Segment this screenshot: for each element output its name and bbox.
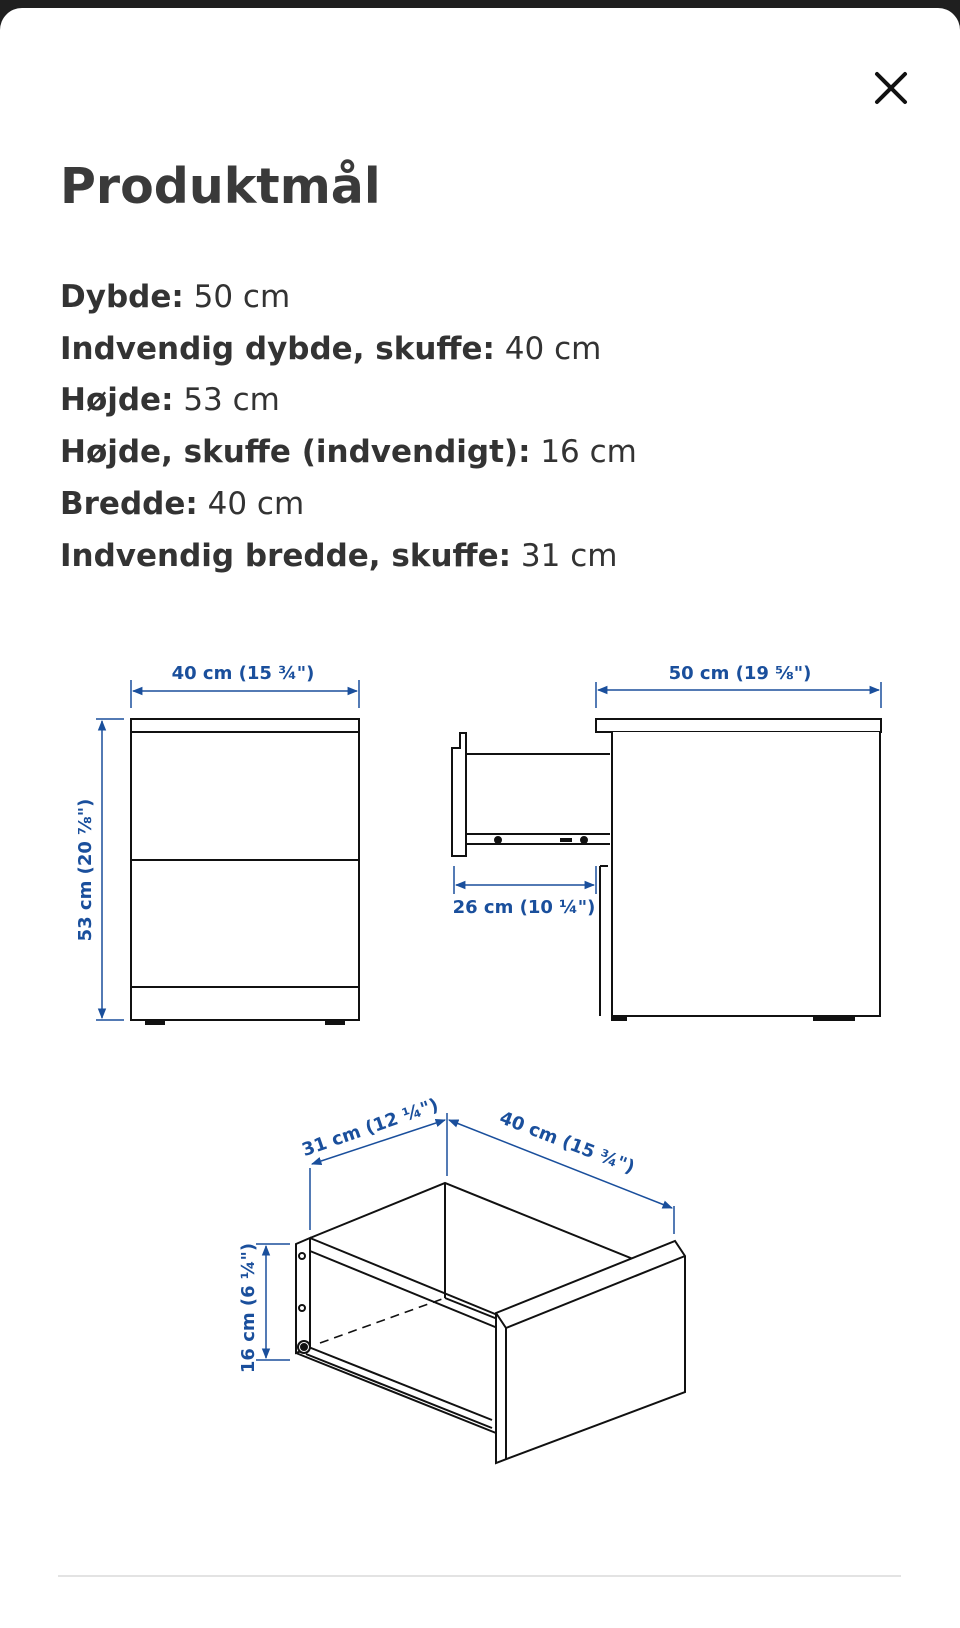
- side-depth-dimension: [596, 682, 881, 708]
- spec-drawer-inner-height: [60, 427, 637, 479]
- drawer-depth-label: 40 cm (15 ¾"): [496, 1107, 638, 1179]
- spec-value: 53 cm: [173, 382, 280, 419]
- spec-height: [60, 375, 637, 427]
- page-title: Produktmål: [60, 158, 381, 215]
- front-view: [131, 719, 359, 1024]
- spec-value: 40 cm: [197, 485, 305, 522]
- spec-value: 50 cm: [183, 279, 291, 315]
- spec-label: Højde, skuffe (indvendigt):: [60, 434, 531, 471]
- spec-label: Indvendig dybde, skuffe:: [60, 330, 495, 367]
- spec-label: Højde:: [60, 382, 174, 419]
- divider: [58, 1575, 901, 1577]
- drawer-extension-label: 26 cm (10 ¼"): [452, 897, 596, 918]
- close-icon: [874, 71, 908, 105]
- side-view: [596, 719, 881, 1020]
- spec-label: Bredde:: [60, 485, 198, 522]
- dimension-list: [60, 272, 637, 582]
- spec-drawer-inner-width: [60, 531, 637, 583]
- side-depth-label: 50 cm (19 ⅝"): [668, 663, 812, 684]
- spec-drawer-inner-depth: [60, 324, 637, 376]
- spec-label: Dybde:: [60, 279, 184, 315]
- spec-depth: [60, 272, 637, 324]
- close-button[interactable]: [861, 58, 921, 118]
- front-height-dimension: [96, 719, 124, 1020]
- spec-value: 16 cm: [530, 434, 637, 471]
- drawer-width-label: 31 cm (12 ¼"): [299, 1094, 442, 1161]
- spec-value: 40 cm: [494, 330, 602, 367]
- spec-width: [60, 479, 637, 531]
- spec-label: Indvendig bredde, skuffe:: [60, 537, 512, 574]
- drawer-isometric: [296, 1183, 685, 1463]
- extended-drawer: [452, 733, 610, 856]
- front-width-label: 40 cm (15 ¾"): [171, 663, 315, 684]
- drawer-extension-dimension: [454, 866, 596, 894]
- front-height-label: 53 cm (20 ⅞"): [75, 798, 96, 942]
- drawer-height-label: 16 cm (6 ¼"): [238, 1242, 259, 1374]
- drawer-height-dimension: [256, 1244, 290, 1360]
- spec-value: 31 cm: [511, 537, 618, 574]
- front-width-dimension: [131, 680, 359, 708]
- dimension-drawing: [0, 628, 960, 1468]
- product-dimensions-sheet: [0, 8, 960, 1628]
